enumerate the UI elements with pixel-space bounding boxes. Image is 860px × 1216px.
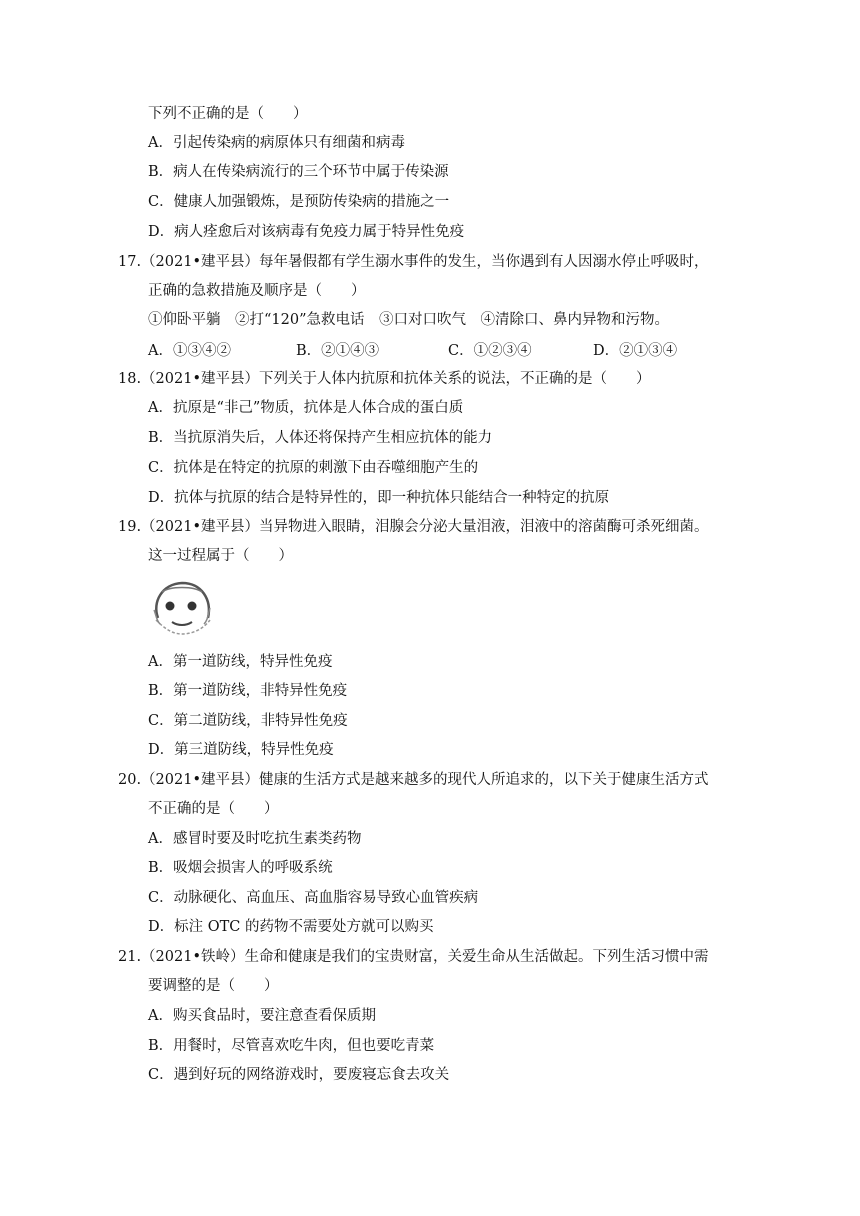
q21-option-c: C．遇到好玩的网络游戏时，要废寝忘食去攻关 <box>148 1067 450 1083</box>
q20-option-c: C．动脉硬化、高血压、高血脂容易导致心血管疾病 <box>148 890 479 906</box>
q18-option-b: B．当抗原消失后，人体还将保持产生相应抗体的能力 <box>148 430 493 446</box>
q19-option-b: B．第一道防线，非特异性免疫 <box>148 683 348 699</box>
q17-steps: ①仰卧平躺 ②打“120”急救电话 ③口对口吹气 ④清除口、鼻内异物和污物。 <box>148 312 669 328</box>
q19-option-c: C．第二道防线，非特异性免疫 <box>148 713 348 729</box>
q16-option-c: C．健康人加强锻炼，是预防传染病的措施之一 <box>148 194 450 210</box>
q20-option-d: D．标注 OTC 的药物不需要处方就可以购买 <box>148 919 434 935</box>
q20-option-b: B．吸烟会损害人的呼吸系统 <box>148 860 333 876</box>
q19-option-d: D．第三道防线，特异性免疫 <box>148 742 334 758</box>
q19-stem-cont: 这一过程属于（ ） <box>148 548 293 564</box>
q21-stem-cont: 要调整的是（ ） <box>148 978 279 994</box>
q21-option-b: B．用餐时，尽管喜欢吃牛肉，但也要吃青菜 <box>148 1038 435 1054</box>
q20-option-a: A．感冒时要及时吃抗生素类药物 <box>148 831 362 847</box>
q16-stem: 下列不正确的是（ ） <box>148 106 308 122</box>
q17-option-b: B．②①④③ <box>296 343 380 359</box>
q17-option-a: A．①③④② <box>148 343 231 359</box>
q18-option-d: D．抗体与抗原的结合是特异性的，即一种抗体只能结合一种特定的抗原 <box>148 490 610 506</box>
eye-illustration <box>150 578 214 638</box>
q19-stem: 19.（2021•建平县）当异物进入眼睛，泪腺会分泌大量泪液，泪液中的溶菌酶可杀死细菌。 <box>118 519 709 535</box>
q18-stem: 18.（2021•建平县）下列关于人体内抗原和抗体关系的说法，不正确的是（ ） <box>118 371 651 387</box>
q16-option-b: B．病人在传染病流行的三个环节中属于传染源 <box>148 164 449 180</box>
q18-option-a: A．抗原是“非己”物质，抗体是人体合成的蛋白质 <box>148 400 464 416</box>
q20-stem-cont: 不正确的是（ ） <box>148 801 279 817</box>
q21-stem: 21.（2021•铁岭）生命和健康是我们的宝贵财富，关爱生命从生活做起。下列生活习惯中需 <box>118 949 709 965</box>
q17-stem-cont: 正确的急救措施及顺序是（ ） <box>148 283 366 299</box>
q16-option-d: D．病人痊愈后对该病毒有免疫力属于特异性免疫 <box>148 224 465 240</box>
q19-option-a: A．第一道防线，特异性免疫 <box>148 654 333 670</box>
q16-option-a: A．引起传染病的病原体只有细菌和病毒 <box>148 135 405 151</box>
q17-stem: 17.（2021•建平县）每年暑假都有学生溺水事件的发生，当你遇到有人因溺水停止呼吸时， <box>118 254 709 270</box>
q18-option-c: C．抗体是在特定的抗原的刺激下由吞噬细胞产生的 <box>148 460 479 476</box>
q17-option-d: D．②①③④ <box>593 343 678 359</box>
q17-option-c: C．①②③④ <box>448 343 532 359</box>
q20-stem: 20.（2021•建平县）健康的生活方式是越来越多的现代人所追求的，以下关于健康生活方式 <box>118 772 709 788</box>
q21-option-a: A．购买食品时，要注意查看保质期 <box>148 1008 376 1024</box>
